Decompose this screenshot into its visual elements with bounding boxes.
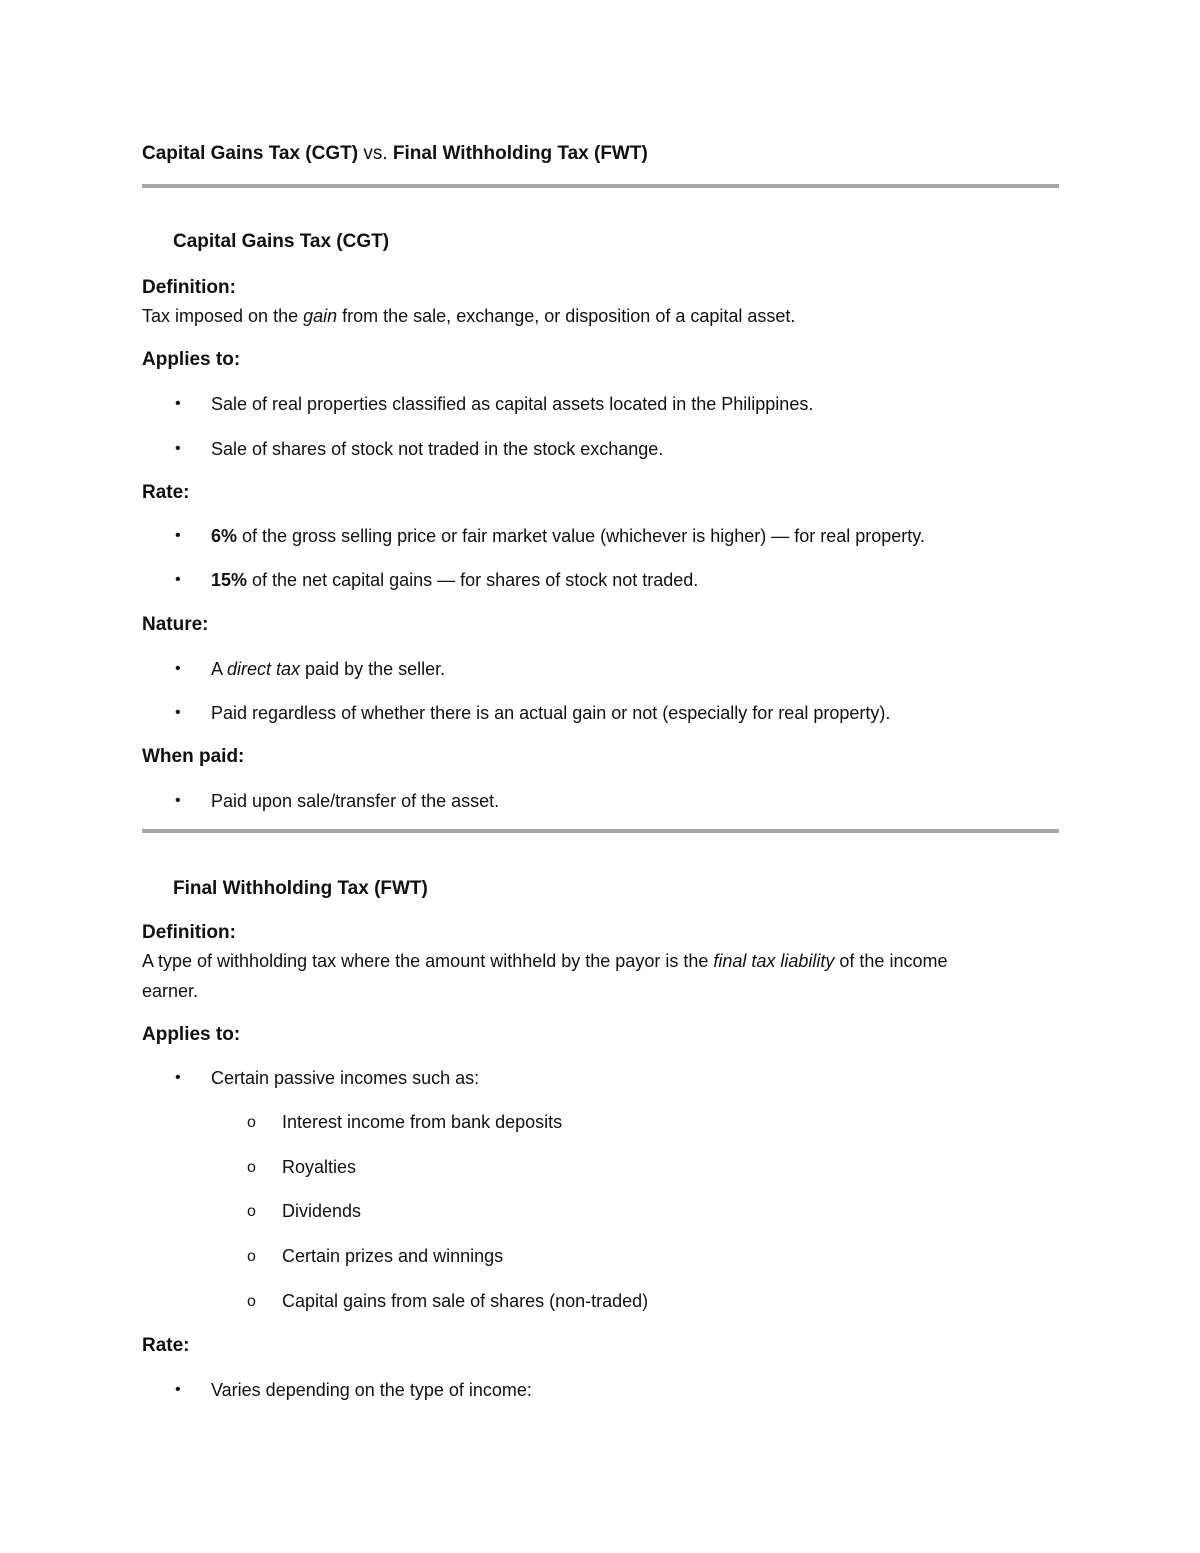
cgt-definition-after: from the sale, exchange, or disposition of a capital asset. — [337, 306, 796, 326]
title-part-fwt: Final Withholding Tax (FWT) — [392, 143, 648, 164]
fwt-sub-item: Interest income from bank deposits — [282, 1112, 563, 1132]
cgt-nature-em: direct tax — [227, 659, 301, 679]
cgt-rate-percent: 6% — [211, 526, 238, 546]
fwt-applies-intro: Certain passive incomes such as: — [211, 1068, 480, 1088]
fwt-sub-item: Capital gains from sale of shares (non-traded) — [282, 1291, 649, 1311]
cgt-definition-label: Definition: — [142, 277, 236, 298]
cgt-rate-item — [211, 526, 925, 547]
fwt-definition-em: final tax liability — [713, 951, 835, 971]
cgt-rate-percent: 15% — [211, 570, 248, 590]
cgt-definition-text — [142, 306, 795, 327]
sub-bullet-icon: o — [247, 1159, 256, 1176]
cgt-nature-label: Nature: — [142, 614, 209, 635]
horizontal-rule — [142, 184, 1059, 188]
bullet-icon: • — [175, 792, 181, 809]
sub-bullet-icon: o — [247, 1293, 256, 1310]
fwt-applies-label: Applies to: — [142, 1024, 241, 1045]
fwt-sub-item: Certain prizes and winnings — [282, 1246, 504, 1266]
title-vs: vs. — [358, 143, 393, 164]
document-title — [142, 143, 648, 165]
fwt-definition-before: A type of withholding tax where the amount withheld by the payor is the — [142, 951, 714, 971]
cgt-nature-item — [211, 659, 445, 680]
sub-bullet-icon: o — [247, 1203, 256, 1220]
cgt-when-item: Paid upon sale/transfer of the asset. — [211, 791, 500, 811]
cgt-nature-after: paid by the seller. — [300, 659, 446, 679]
bullet-icon: • — [175, 440, 181, 457]
fwt-sub-item: Dividends — [282, 1201, 362, 1221]
fwt-definition-line2: earner. — [142, 981, 199, 1001]
fwt-definition-after: of the income — [834, 951, 948, 971]
fwt-rate-label: Rate: — [142, 1335, 190, 1356]
bullet-icon: • — [175, 395, 181, 412]
cgt-rate-label: Rate: — [142, 482, 190, 503]
fwt-definition-label: Definition: — [142, 922, 236, 943]
cgt-rate-item — [211, 570, 698, 591]
cgt-definition-em: gain — [303, 306, 338, 326]
cgt-heading: Capital Gains Tax (CGT) — [173, 231, 390, 252]
bullet-icon: • — [175, 571, 181, 588]
title-part-cgt: Capital Gains Tax (CGT) — [142, 143, 359, 164]
bullet-icon: • — [175, 660, 181, 677]
cgt-when-label: When paid: — [142, 746, 245, 767]
cgt-nature-before: A — [211, 659, 228, 679]
cgt-applies-label: Applies to: — [142, 349, 241, 370]
bullet-icon: • — [175, 704, 181, 721]
fwt-definition-text — [142, 951, 947, 972]
cgt-rate-text: of the gross selling price or fair market value (whichever is higher) — for real property. — [237, 526, 925, 546]
sub-bullet-icon: o — [247, 1248, 256, 1265]
horizontal-rule — [142, 829, 1059, 833]
cgt-applies-item: Sale of real properties classified as capital assets located in the Philippines. — [211, 394, 814, 414]
bullet-icon: • — [175, 1381, 181, 1398]
cgt-rate-text: of the net capital gains — for shares of stock not traded. — [247, 570, 699, 590]
bullet-icon: • — [175, 527, 181, 544]
bullet-icon: • — [175, 1069, 181, 1086]
fwt-rate-item: Varies depending on the type of income: — [211, 1380, 532, 1400]
cgt-definition-before: Tax imposed on the — [142, 306, 304, 326]
fwt-sub-item: Royalties — [282, 1157, 357, 1177]
cgt-applies-item: Sale of shares of stock not traded in the stock exchange. — [211, 439, 664, 459]
cgt-nature-item: Paid regardless of whether there is an actual gain or not (especially for real property). — [211, 703, 891, 723]
fwt-heading: Final Withholding Tax (FWT) — [173, 878, 428, 899]
sub-bullet-icon: o — [247, 1114, 256, 1131]
